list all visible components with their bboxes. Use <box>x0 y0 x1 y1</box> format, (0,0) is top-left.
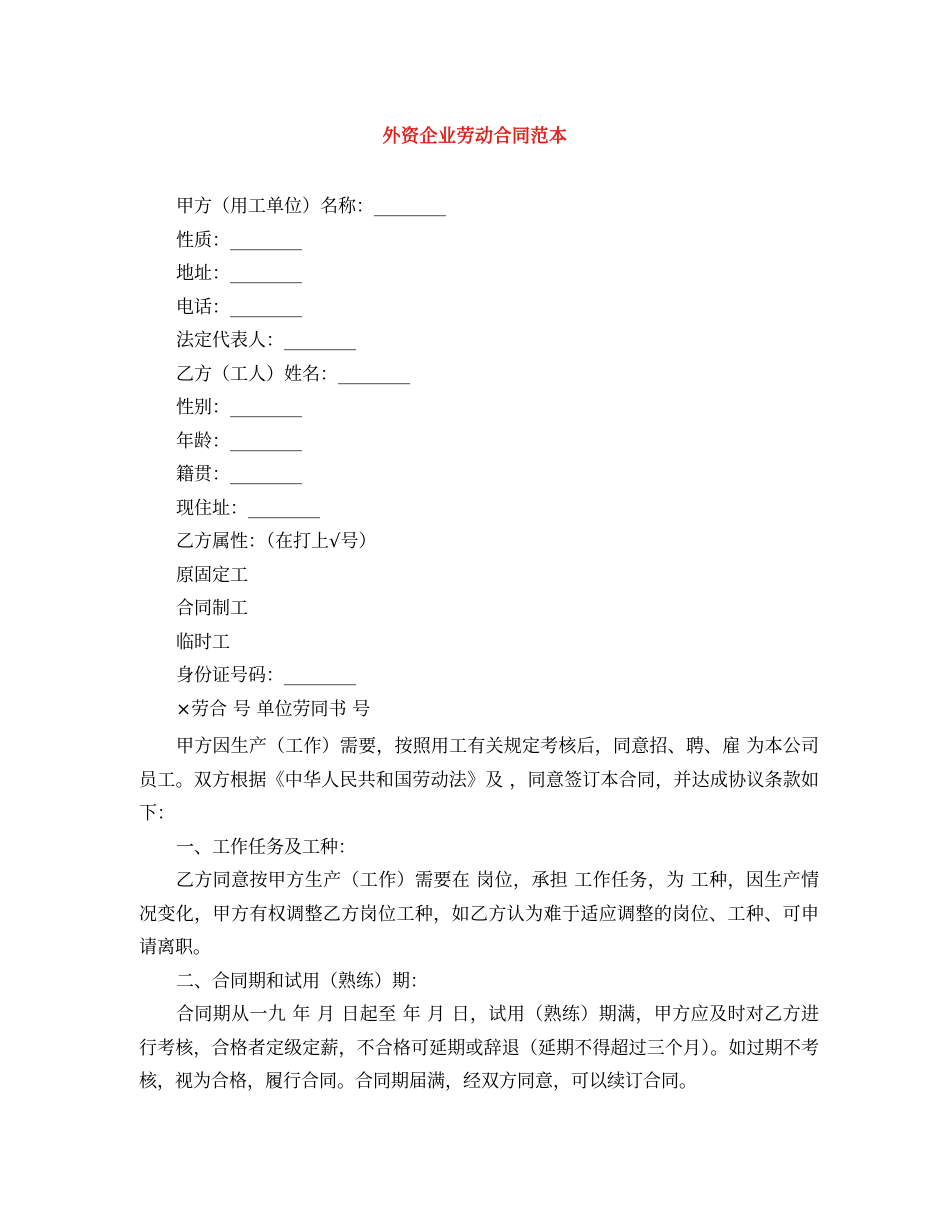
option-permanent-worker: 原固定工 <box>176 564 248 586</box>
contract-fields <box>176 193 816 729</box>
field-legal-representative: 法定代表人：________ <box>176 330 356 351</box>
field-employee-category: 乙方属性：（在打上√号） <box>176 531 377 552</box>
field-gender: 性别：________ <box>176 397 302 418</box>
field-nature: 性质：________ <box>176 229 302 251</box>
section-heading-2: 二、合同期和试用（熟练）期： <box>176 970 428 992</box>
field-address: 地址：________ <box>176 263 302 284</box>
field-id-number: 身份证号码：________ <box>176 665 356 686</box>
contract-body <box>139 730 819 1099</box>
field-contract-number: ×劳合 号 单位劳同书 号 <box>176 698 371 720</box>
field-employee-name: 乙方（工人）姓名：________ <box>176 363 410 385</box>
field-native-place: 籍贯：________ <box>176 464 302 485</box>
field-current-address: 现住址：________ <box>176 497 320 519</box>
paragraph-intro: 甲方因生产（工作）需要，按照用工有关规定考核后，同意招、聘、雇 为本公司员工。双方根据《中华人民共和国劳动法》及 ，同意签订本合同，并达成协议条款如下： <box>139 736 819 824</box>
field-phone: 电话：________ <box>176 296 302 318</box>
paragraph-section-2: 合同期从一九 年 月 日起至 年 月 日，试用（熟练）期满，甲方应及时对乙方进行考核，合格者定级定薪，不合格可延期或辞退（延期不得超过三个月）。如过期不考核，视为合格，履行合同。合同期届满，经双方同意，可以续订合同。 <box>139 1004 819 1092</box>
option-temporary-worker: 临时工 <box>176 631 230 653</box>
paragraph-section-1: 乙方同意按甲方生产（工作）需要在 岗位，承担 工作任务，为 工种，因生产情况变化，甲方有权调整乙方岗位工种，如乙方认为难于适应调整的岗位、工种、可申请离职。 <box>139 870 819 958</box>
section-heading-1: 一、工作任务及工种： <box>176 836 356 858</box>
field-employer-name: 甲方（用工单位）名称：________ <box>176 196 446 217</box>
document-title: 外资企业劳动合同范本 <box>382 126 568 147</box>
field-age: 年龄：________ <box>176 430 302 452</box>
option-contract-worker: 合同制工 <box>176 598 248 619</box>
